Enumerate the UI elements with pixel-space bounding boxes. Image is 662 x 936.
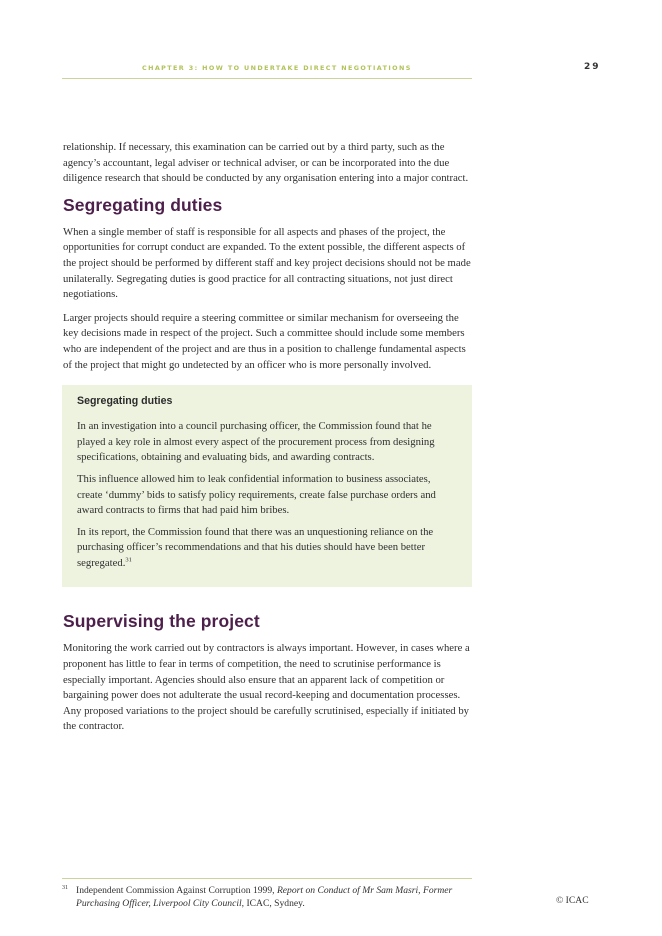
footnote-rule [62, 878, 472, 879]
running-head: CHAPTER 3: HOW TO UNDERTAKE DIRECT NEGOTIATIONS [142, 64, 412, 72]
footnote-text [62, 884, 492, 910]
case-study-final-text: In its report, the Commission found that there was an unquestioning reliance on the purchasing officer’s recommendations and that his duties should have been better segregated. [77, 525, 434, 569]
footnote [62, 884, 492, 910]
footnote-number: 31 [62, 885, 68, 891]
case-study-paragraph: In an investigation into a council purchasing officer, the Commission found that he played a key role in almost every aspect of the procurement process from designing specifications, obtaining and evaluating bids, and awarding contracts. [77, 420, 435, 464]
paragraph: When a single member of staff is responsible for all aspects and phases of the project, the opportunities for corrupt conduct are expanded. To the extent possible, the different aspects of the project should be performed by different staff and key project decisions should not be made unilaterally. Segregating duties is good practice for all contracting situations, not just direct negotiations. [63, 225, 471, 301]
footnote-tail: , ICAC, Sydney. [241, 898, 305, 909]
section-heading-segregating-duties: Segregating duties [63, 194, 223, 215]
case-study-paragraph: This influence allowed him to leak confidential information to business associates, create ‘dummy’ bids to satisfy policy requirements, create false purchase orders and award contracts to firms that had paid him bribes. [77, 472, 436, 517]
case-study-heading: Segregating duties [77, 395, 173, 408]
main-content [63, 140, 475, 743]
footnote-lead: Independent Commission Against Corruption 1999, [76, 885, 277, 896]
footnote-report-title: Report on Conduct of Mr Sam Masri, Former Purchasing Officer, Liverpool City Council [76, 885, 453, 909]
page-number: 29 [584, 62, 601, 72]
section-heading-supervising-the-project: Supervising the project [63, 611, 260, 632]
paragraph: Larger projects should require a steering committee or similar mechanism for overseeing the key decisions made in respect of the project. Such a committee should include some members who are independent of the project and are thus in a position to challenge fundamental aspects of the project that might go undetected by an officer who is more personally involved. [63, 311, 466, 371]
footnote-reference[interactable]: 31 [125, 556, 132, 564]
intro-paragraph: relationship. If necessary, this examination can be carried out by a third party, such as the agency’s accountant, legal adviser or technical adviser, or can be incorporated into the due diligence research that should be conducted by any organisation entering into a major contract. [63, 141, 469, 185]
copyright-notice: © ICAC [556, 895, 589, 906]
case-study-paragraph [77, 525, 456, 572]
case-study-box [62, 385, 472, 587]
paragraph: Monitoring the work carried out by contractors is always important. However, in cases where a proponent has little to fear in terms of competition, the need to scrutinise performance is especially important. Agencies should also ensure that an apparent lack of competition or bargaining power does not adulterate the usual record-keeping and documentation processes. Any proposed variations to the project should be carefully scrutinised, especially if initiated by the contractor. [63, 642, 470, 733]
header-rule [62, 78, 472, 79]
